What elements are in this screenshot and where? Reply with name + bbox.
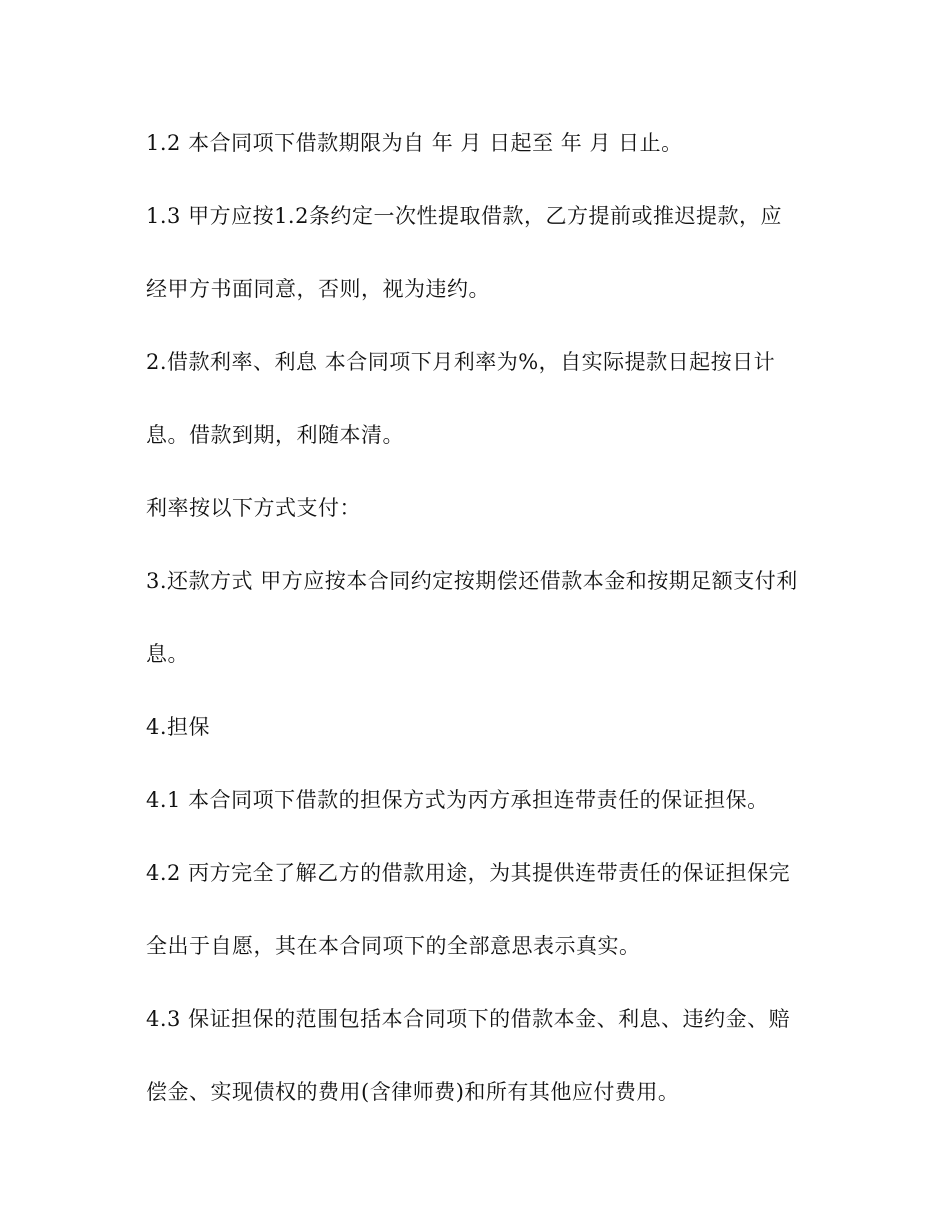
clause-2-line-2: 息。借款到期，利随本清。 — [146, 423, 404, 447]
clause-4-2-line-1: 4.2 丙方完全了解乙方的借款用途，为其提供连带责任的保证担保完 — [146, 861, 791, 885]
clause-1-3-line-1: 1.3 甲方应按1.2条约定一次性提取借款，乙方提前或推迟提款，应 — [146, 204, 782, 228]
clause-2-line-1: 2.借款利率、利息 本合同项下月利率为%，自实际提款日起按日计 — [146, 350, 776, 374]
clause-4-heading: 4.担保 — [146, 715, 211, 739]
clause-4-3-line-1: 4.3 保证担保的范围包括本合同项下的借款本金、利息、违约金、赔 — [146, 1007, 791, 1031]
clause-4-2-line-2: 全出于自愿，其在本合同项下的全部意思表示真实。 — [146, 934, 641, 958]
interest-payment-line: 利率按以下方式支付： — [146, 496, 361, 520]
clause-4-1-line: 4.1 本合同项下借款的担保方式为丙方承担连带责任的保证担保。 — [146, 788, 769, 812]
clause-4-3-line-2: 偿金、实现债权的费用(含律师费)和所有其他应付费用。 — [146, 1080, 680, 1104]
clause-3-line-1: 3.还款方式 甲方应按本合同约定按期偿还借款本金和按期足额支付利 — [146, 569, 798, 593]
clause-1-3-line-2: 经甲方书面同意，否则，视为违约。 — [146, 277, 490, 301]
clause-3-line-2: 息。 — [146, 642, 189, 666]
clause-1-2-line: 1.2 本合同项下借款期限为自 年 月 日起至 年 月 日止。 — [146, 131, 683, 155]
